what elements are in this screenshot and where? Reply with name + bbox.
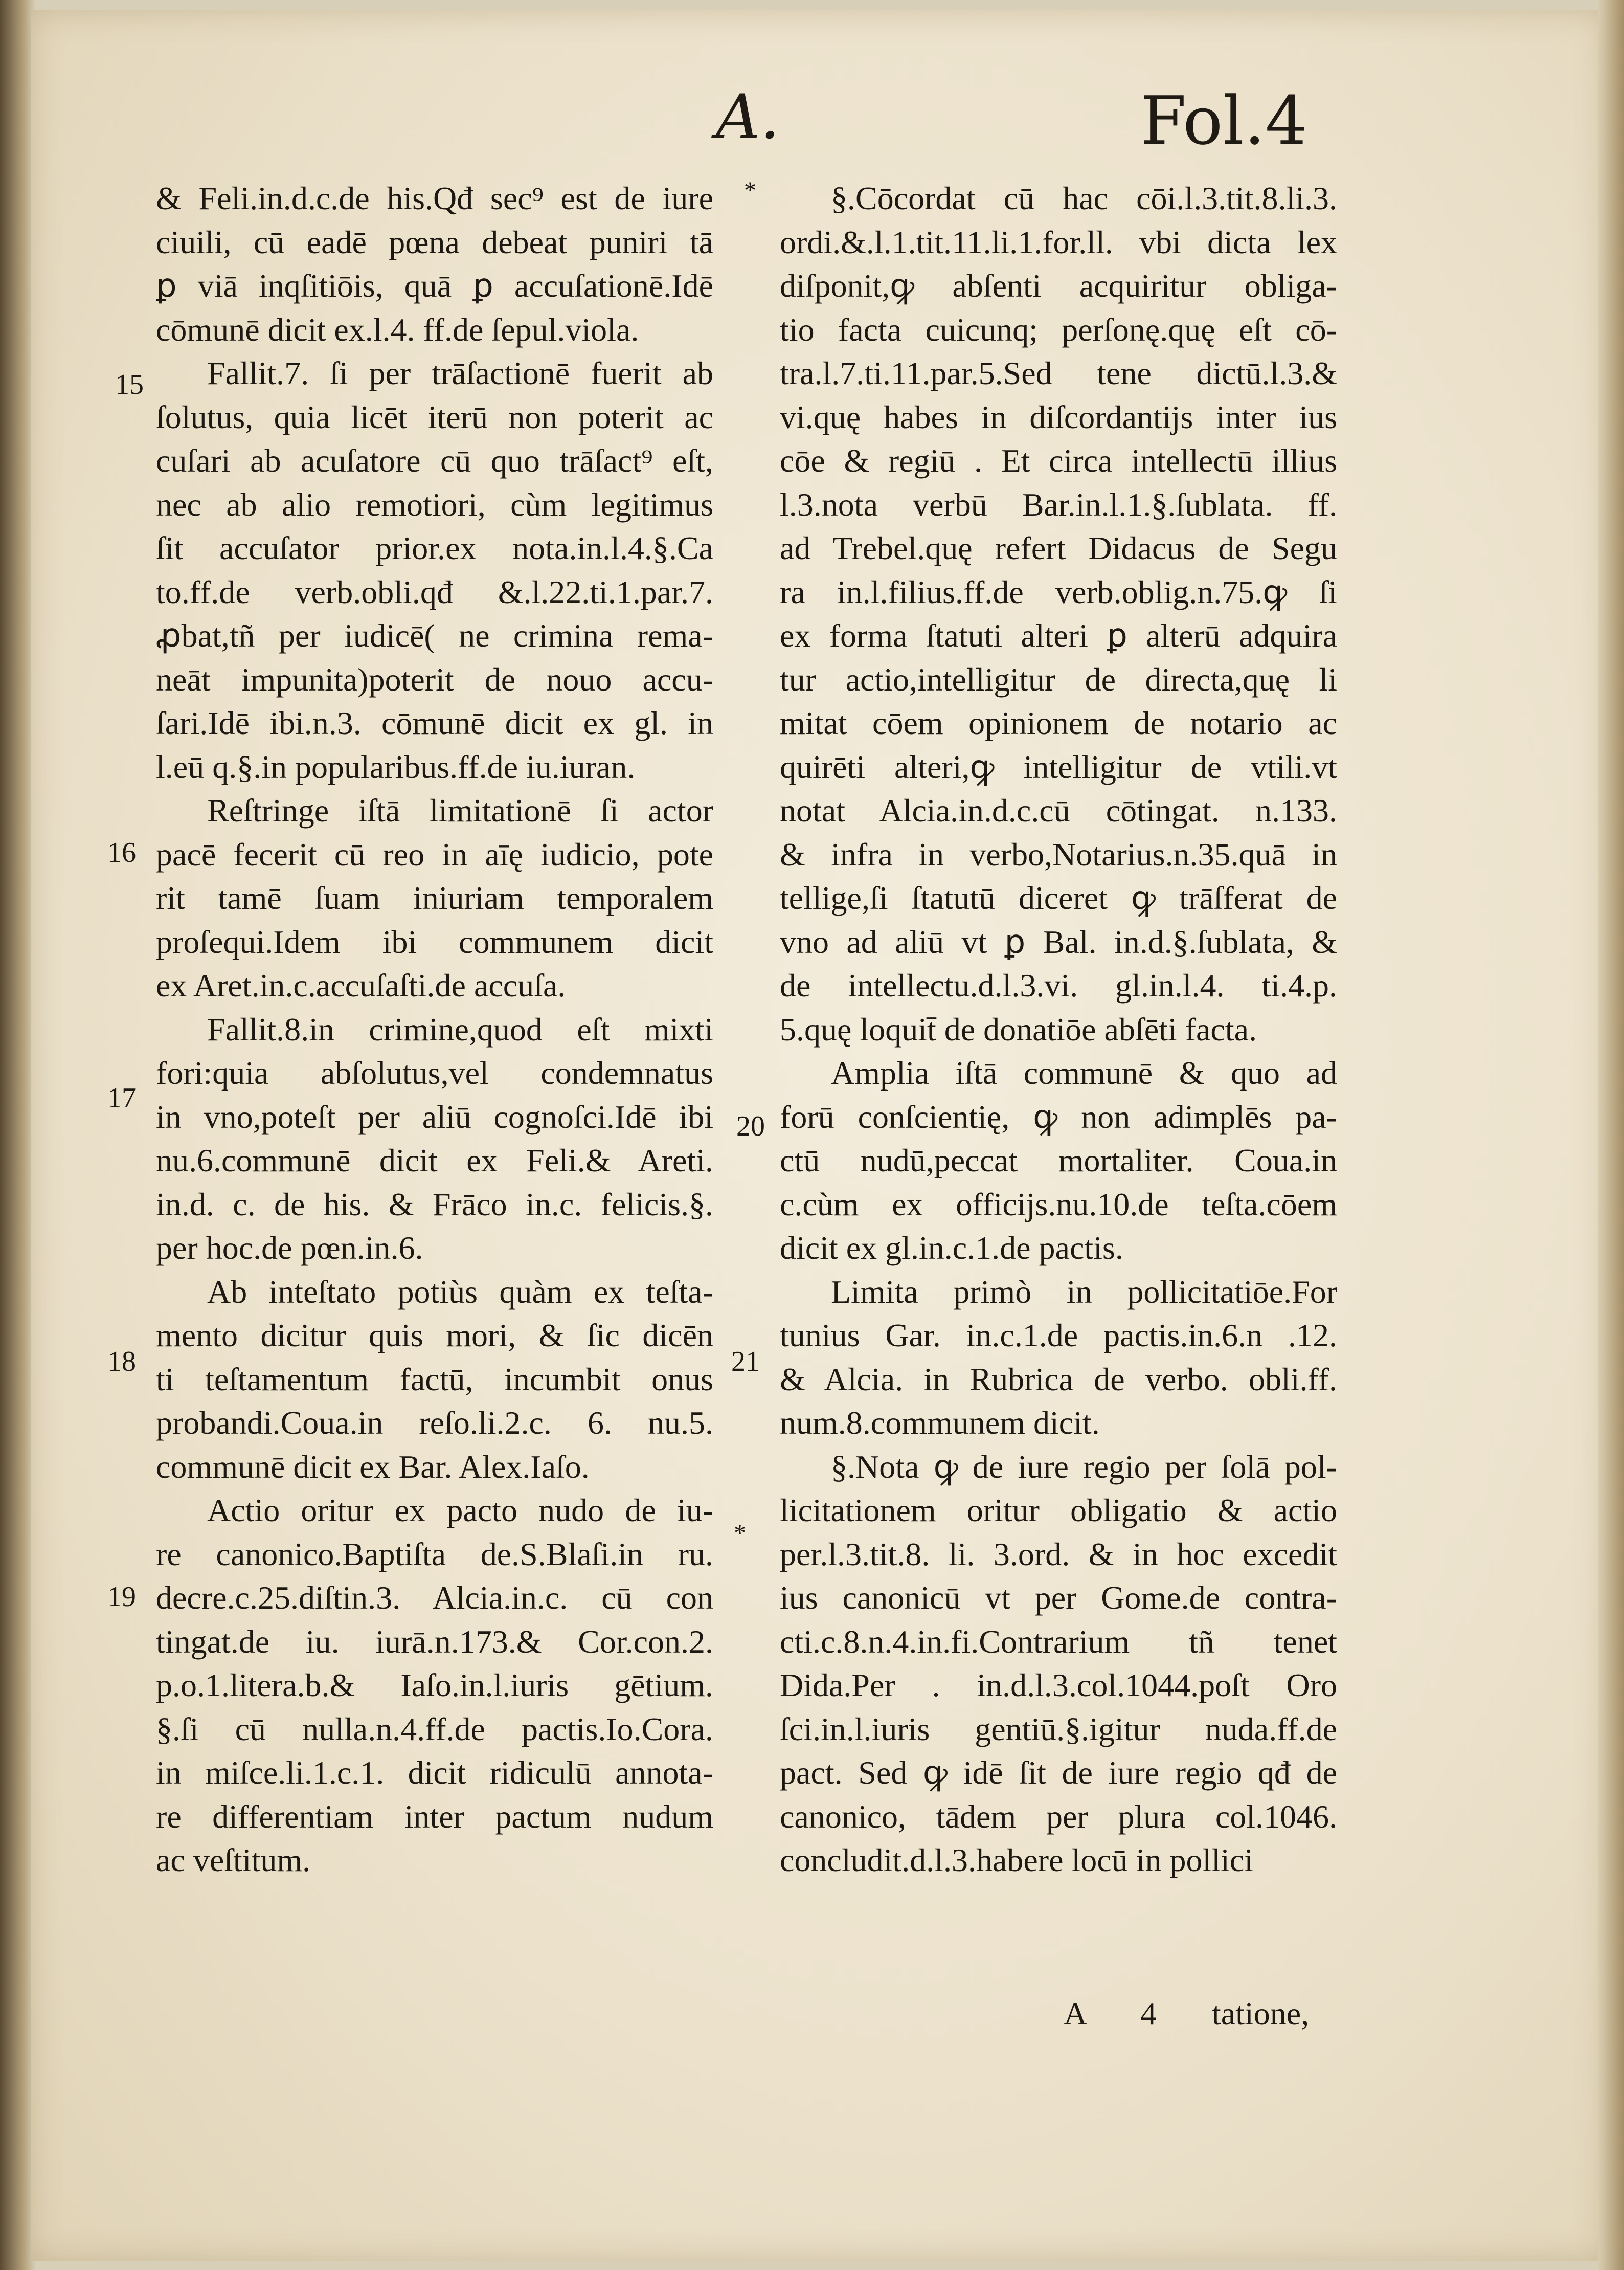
section-number-20: 20 xyxy=(736,1110,765,1142)
signature-mark: A. xyxy=(716,82,780,153)
text-line: ſolutus, quia licēt iterū non poterit ac xyxy=(156,398,713,435)
text-line: forū conſcientię, ꝙ non adimplēs pa- xyxy=(780,1098,1337,1135)
text-line: fori:quia abſolutus,vel condemnatus xyxy=(156,1055,713,1091)
text-line: §.Nota ꝙ de iure regio per ſolā pol- xyxy=(831,1448,1337,1485)
text-line: §.Cōcordat cū hac cōi.l.3.tit.8.li.3. xyxy=(831,180,1337,216)
text-line: nu.6.communē dicit ex Feli.& Areti. xyxy=(156,1142,713,1178)
text-line: ſit accuſator prior.ex nota.in.l.4.§.Ca xyxy=(156,530,713,566)
section-number-18: 18 xyxy=(107,1346,136,1377)
text-line: decre.c.25.diſtin.3. Alcia.in.c. cū con xyxy=(156,1579,713,1616)
text-line: 5.quę loquit̄ de donatiōe abſēti facta. xyxy=(780,1011,1257,1048)
text-line: communē dicit ex Bar. Alex.Iaſo. xyxy=(156,1448,590,1485)
folio-number: Fol.4 xyxy=(1140,82,1307,160)
text-line: re differentiam inter pactum nudum xyxy=(156,1798,713,1835)
text-line: to.ff.de verb.obli.qđ &.l.22.ti.1.par.7. xyxy=(156,573,713,610)
text-line: probandi.Coua.in reſo.li.2.c. 6. nu.5. xyxy=(156,1405,713,1441)
text-line: quirēti alteri,ꝙ intelligitur de vtili.vt xyxy=(780,748,1337,785)
text-line: re canonico.Baptiſta de.S.Blaſi.in ru. xyxy=(156,1535,713,1572)
catchword: tatione, xyxy=(1212,1995,1310,2032)
text-line: c.cùm ex officijs.nu.10.de teſta.cōem xyxy=(780,1186,1337,1222)
text-line: pacē fecerit cū reo in aīę iudicio, pote xyxy=(156,836,713,873)
text-line: Fallit.7. ſi per trāſactionē fuerit ab xyxy=(207,355,713,391)
text-line: per hoc.de pœn.in.6. xyxy=(156,1230,423,1266)
section-number-21: 21 xyxy=(731,1346,760,1377)
text-line: num.8.communem dicit. xyxy=(780,1405,1100,1441)
text-line: cti.c.8.n.4.in.fi.Contrarium tñ tenet xyxy=(780,1623,1337,1660)
text-line: mitat cōem opinionem de notario ac xyxy=(780,705,1337,741)
text-line: notat Alcia.in.d.c.cū cōtingat. n.133. xyxy=(780,792,1337,829)
section-number-19: 19 xyxy=(107,1581,136,1613)
text-line: ſci.in.l.iuris gentiū.§.igitur nuda.ff.de xyxy=(780,1710,1337,1747)
text-line: cōe & regiū . Et circa intellectū illius xyxy=(780,442,1337,479)
text-line: cuſari ab acuſatore cū quo trāſact⁹ eſt, xyxy=(156,442,713,479)
text-line: l.3.nota verbū Bar.in.l.1.§.ſublata. ff. xyxy=(780,486,1337,523)
right-text-column xyxy=(780,176,1337,1882)
text-line: p.o.1.litera.b.& Iaſo.in.l.iuris gētium. xyxy=(156,1667,713,1703)
text-line: canonico, tādem per plura col.1046. xyxy=(780,1798,1337,1835)
text-line: & Alcia. in Rubrica de verbo. obli.ff. xyxy=(780,1361,1337,1397)
text-line: Dida.Per . in.d.l.3.col.1044.poſt Oro xyxy=(780,1667,1337,1703)
text-line: tellige,ſi ſtatutū diceret ꝙ trāſferat de xyxy=(780,880,1337,916)
text-line: tunius Gar. in.c.1.de pactis.in.6.n .12. xyxy=(780,1317,1337,1353)
text-line: dicit ex gl.in.c.1.de pactis. xyxy=(780,1230,1123,1266)
text-line: Limita primò in pollicitatiōe.For xyxy=(831,1273,1337,1310)
text-line: rit tamē ſuam iniuriam temporalem xyxy=(156,880,713,916)
text-line: diſponit,ꝙ abſenti acquiritur obliga- xyxy=(780,268,1337,304)
signature-catch: A xyxy=(1064,1995,1088,2032)
text-line: Ab inteſtato potiùs quàm ex teſta- xyxy=(207,1273,713,1310)
text-line: ex Aret.in.c.accuſaſti.de accuſa. xyxy=(156,967,566,1004)
text-line: Reſtringe iſtā limitationē ſi actor xyxy=(207,792,713,829)
text-line: ordi.&.l.1.tit.11.li.1.for.ll. vbi dicta lex xyxy=(780,224,1337,260)
text-line: Amplia iſtā communē & quo ad xyxy=(831,1055,1337,1091)
signature-catch-number: 4 xyxy=(1140,1995,1157,2032)
text-line: ius canonicū vt per Gome.de contra- xyxy=(780,1579,1337,1616)
asterisk-mark: * xyxy=(744,177,756,204)
text-line: ra in.l.filius.ff.de verb.oblig.n.75.ꝙ ſi xyxy=(780,573,1337,610)
text-line: ad Trebel.quę refert Didacus de Segu xyxy=(780,530,1337,566)
text-line: pact. Sed ꝙ idē ſit de iure regio qđ de xyxy=(780,1754,1337,1791)
section-number-16: 16 xyxy=(107,837,136,869)
text-line: licitationem oritur obligatio & actio xyxy=(780,1492,1337,1528)
text-line: proſequi.Idem ibi communem dicit xyxy=(156,923,713,960)
text-line: ꝑ viā inqſitiōis, quā ꝑ accuſationē.Idē xyxy=(156,268,713,304)
text-line: cōmunē dicit ex.l.4. ff.de ſepul.viola. xyxy=(156,311,639,348)
text-line: Actio oritur ex pacto nudo de iu- xyxy=(207,1492,713,1528)
section-number-15: 15 xyxy=(115,369,144,400)
text-line: tur actio,intelligitur de directa,quę li xyxy=(780,661,1337,698)
text-line: mento dicitur quis mori, & ſic dicēn xyxy=(156,1317,713,1353)
text-line: §.ſi cū nulla.n.4.ff.de pactis.Io.Cora. xyxy=(156,1710,713,1747)
text-line: ti teſtamentum factū, incumbit onus xyxy=(156,1361,713,1397)
text-line: nec ab alio remotiori, cùm legitimus xyxy=(156,486,713,523)
text-line: vi.quę habes in diſcordantijs inter ius xyxy=(780,398,1337,435)
text-line: tingat.de iu. iurā.n.173.& Cor.con.2. xyxy=(156,1623,713,1660)
text-line: in miſce.li.1.c.1. dicit ridiculū annota- xyxy=(156,1754,713,1791)
text-line: concludit.d.l.3.habere locū in pollici xyxy=(780,1842,1253,1878)
text-line: ꝓbat,tñ per iudicē( ne crimina rema- xyxy=(156,617,713,654)
asterisk-mark: * xyxy=(734,1520,746,1547)
text-line: & Feli.in.d.c.de his.Qđ sec⁹ est de iure xyxy=(156,180,713,216)
left-text-column xyxy=(156,176,713,1882)
text-line: tra.l.7.ti.11.par.5.Sed tene dictū.l.3.& xyxy=(780,355,1337,391)
text-line: ctū nudū,peccat mortaliter. Coua.in xyxy=(780,1142,1337,1178)
text-line: vno ad aliū vt ꝑ Bal. in.d.§.ſublata, & xyxy=(780,923,1337,960)
text-line: tio facta cuicunq; perſonę.quę eſt cō- xyxy=(780,311,1337,348)
text-line: in vno,poteſt per aliū cognoſci.Idē ibi xyxy=(156,1098,713,1135)
text-line: per.l.3.tit.8. li. 3.ord. & in hoc excedit xyxy=(780,1535,1337,1572)
section-number-17: 17 xyxy=(107,1082,136,1114)
page-foredge xyxy=(1598,0,1624,2270)
text-line: ciuili, cū eadē pœna debeat puniri tā xyxy=(156,224,713,260)
text-line: ſari.Idē ibi.n.3. cōmunē dicit ex gl. in xyxy=(156,705,713,741)
text-line: l.eū q.§.in popularibus.ff.de iu.iuran. xyxy=(156,748,636,785)
text-line: neāt impunita)poterit de nouo accu- xyxy=(156,661,713,698)
text-line: ex forma ſtatuti alteri ꝑ alterū adquira xyxy=(780,617,1337,654)
text-line: & infra in verbo,Notarius.n.35.quā in xyxy=(780,836,1337,873)
text-line: de intellectu.d.l.3.vi. gl.in.l.4. ti.4.p. xyxy=(780,967,1337,1004)
text-line: in.d. c. de his. & Frāco in.c. felicis.§. xyxy=(156,1186,713,1222)
text-line: Fallit.8.in crimine,quod eſt mixti xyxy=(207,1011,713,1048)
text-line: ac veſtitum. xyxy=(156,1842,311,1878)
